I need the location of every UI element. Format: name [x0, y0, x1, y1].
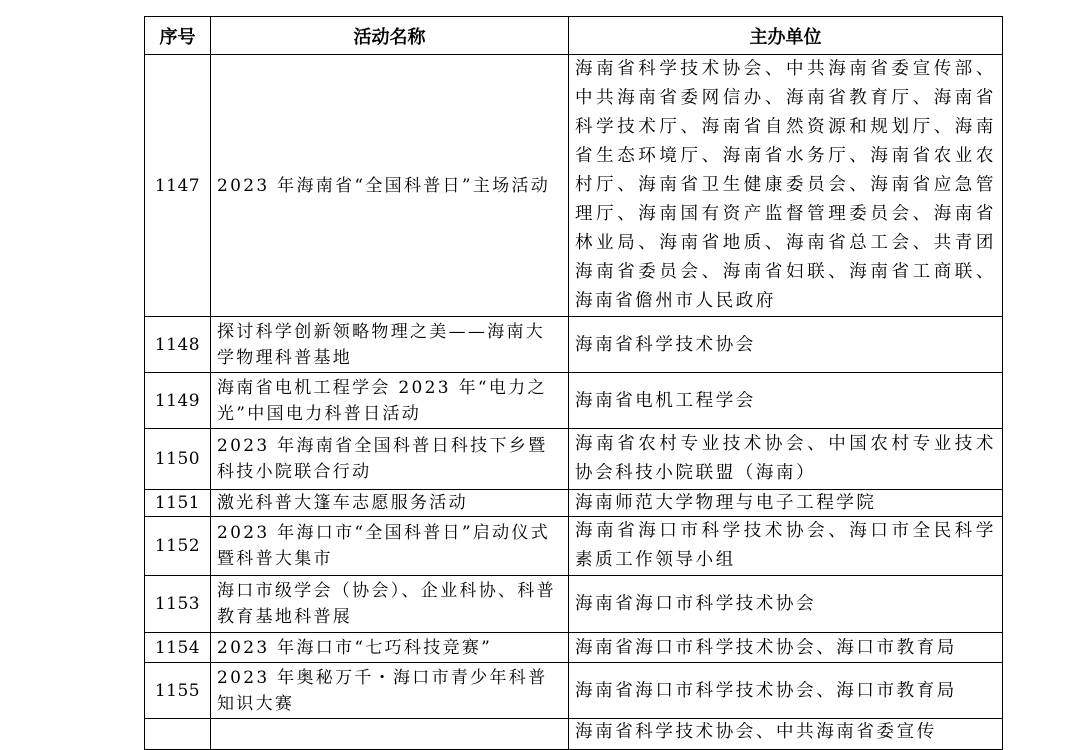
row-seq: 1147: [145, 55, 211, 317]
row-activity-name: 海南省电机工程学会 2023 年“电力之光”中国电力科普日活动: [211, 373, 569, 429]
row-activity-name: 探讨科学创新领略物理之美——海南大学物理科普基地: [211, 317, 569, 373]
row-organizer: 海南省海口市科学技术协会、海口市教育局: [569, 633, 1003, 663]
activity-table: [144, 16, 1003, 750]
row-activity-name: 海口市级学会（协会）、企业科协、科普教育基地科普展: [211, 576, 569, 633]
row-seq: [145, 719, 211, 750]
row-seq: 1149: [145, 373, 211, 429]
row-activity-name: 激光科普大篷车志愿服务活动: [211, 490, 569, 517]
row-organizer: 海南省海口市科学技术协会、海口市教育局: [569, 663, 1003, 719]
row-seq: 1152: [145, 517, 211, 576]
row-organizer-text: 海南省科学技术协会、中共海南省委宣传: [575, 722, 937, 742]
row-activity-name: 2023 年海南省全国科普日科技下乡暨科技小院联合行动: [211, 429, 569, 490]
row-organizer: 海南省电机工程学会: [569, 373, 1003, 429]
row-activity-name: [211, 719, 569, 750]
row-organizer: 海南省农村专业技术协会、中国农村专业技术协会科技小院联盟（海南）: [569, 429, 1003, 490]
header-activity-name: 活动名称: [211, 17, 569, 55]
table-row: [145, 55, 1003, 317]
row-activity-name: 2023 年海口市“七巧科技竞赛”: [211, 633, 569, 663]
row-seq: 1148: [145, 317, 211, 373]
table-row: [145, 317, 1003, 373]
row-seq: 1153: [145, 576, 211, 633]
row-organizer: 海南省海口市科学技术协会、海口市全民科学素质工作领导小组: [569, 517, 1003, 576]
table-row: [145, 719, 1003, 750]
row-organizer: 海南师范大学物理与电子工程学院: [569, 490, 1003, 517]
header-organizer: 主办单位: [569, 17, 1003, 55]
table-row: [145, 490, 1003, 517]
row-seq: 1151: [145, 490, 211, 517]
table-row: [145, 429, 1003, 490]
table-header-row: [145, 17, 1003, 55]
row-organizer: [569, 719, 1003, 750]
row-activity-name: 2023 年海口市“全国科普日”启动仪式暨科普大集市: [211, 517, 569, 576]
row-activity-name: 2023 年奥秘万千・海口市青少年科普知识大赛: [211, 663, 569, 719]
row-seq: 1154: [145, 633, 211, 663]
table-row: [145, 517, 1003, 576]
row-seq: 1150: [145, 429, 211, 490]
header-seq: 序号: [145, 17, 211, 55]
row-activity-name: 2023 年海南省“全国科普日”主场活动: [211, 55, 569, 317]
table-row: [145, 373, 1003, 429]
table-row: [145, 633, 1003, 663]
table-row: [145, 663, 1003, 719]
row-organizer: 海南省科学技术协会: [569, 317, 1003, 373]
row-organizer: 海南省海口市科学技术协会: [569, 576, 1003, 633]
table-row: [145, 576, 1003, 633]
row-seq: 1155: [145, 663, 211, 719]
row-organizer: 海南省科学技术协会、中共海南省委宣传部、中共海南省委网信办、海南省教育厅、海南省科学技术厅、海南省自然资源和规划厅、海南省生态环境厅、海南省水务厅、海南省农业农村厅、海南省卫生健康委员会、海南省应急管理厅、海南国有资产监督管理委员会、海南省林业局、海南省地质、海南省总工会、共青团海南省委员会、海南省妇联、海南省工商联、海南省儋州市人民政府: [569, 55, 1003, 317]
